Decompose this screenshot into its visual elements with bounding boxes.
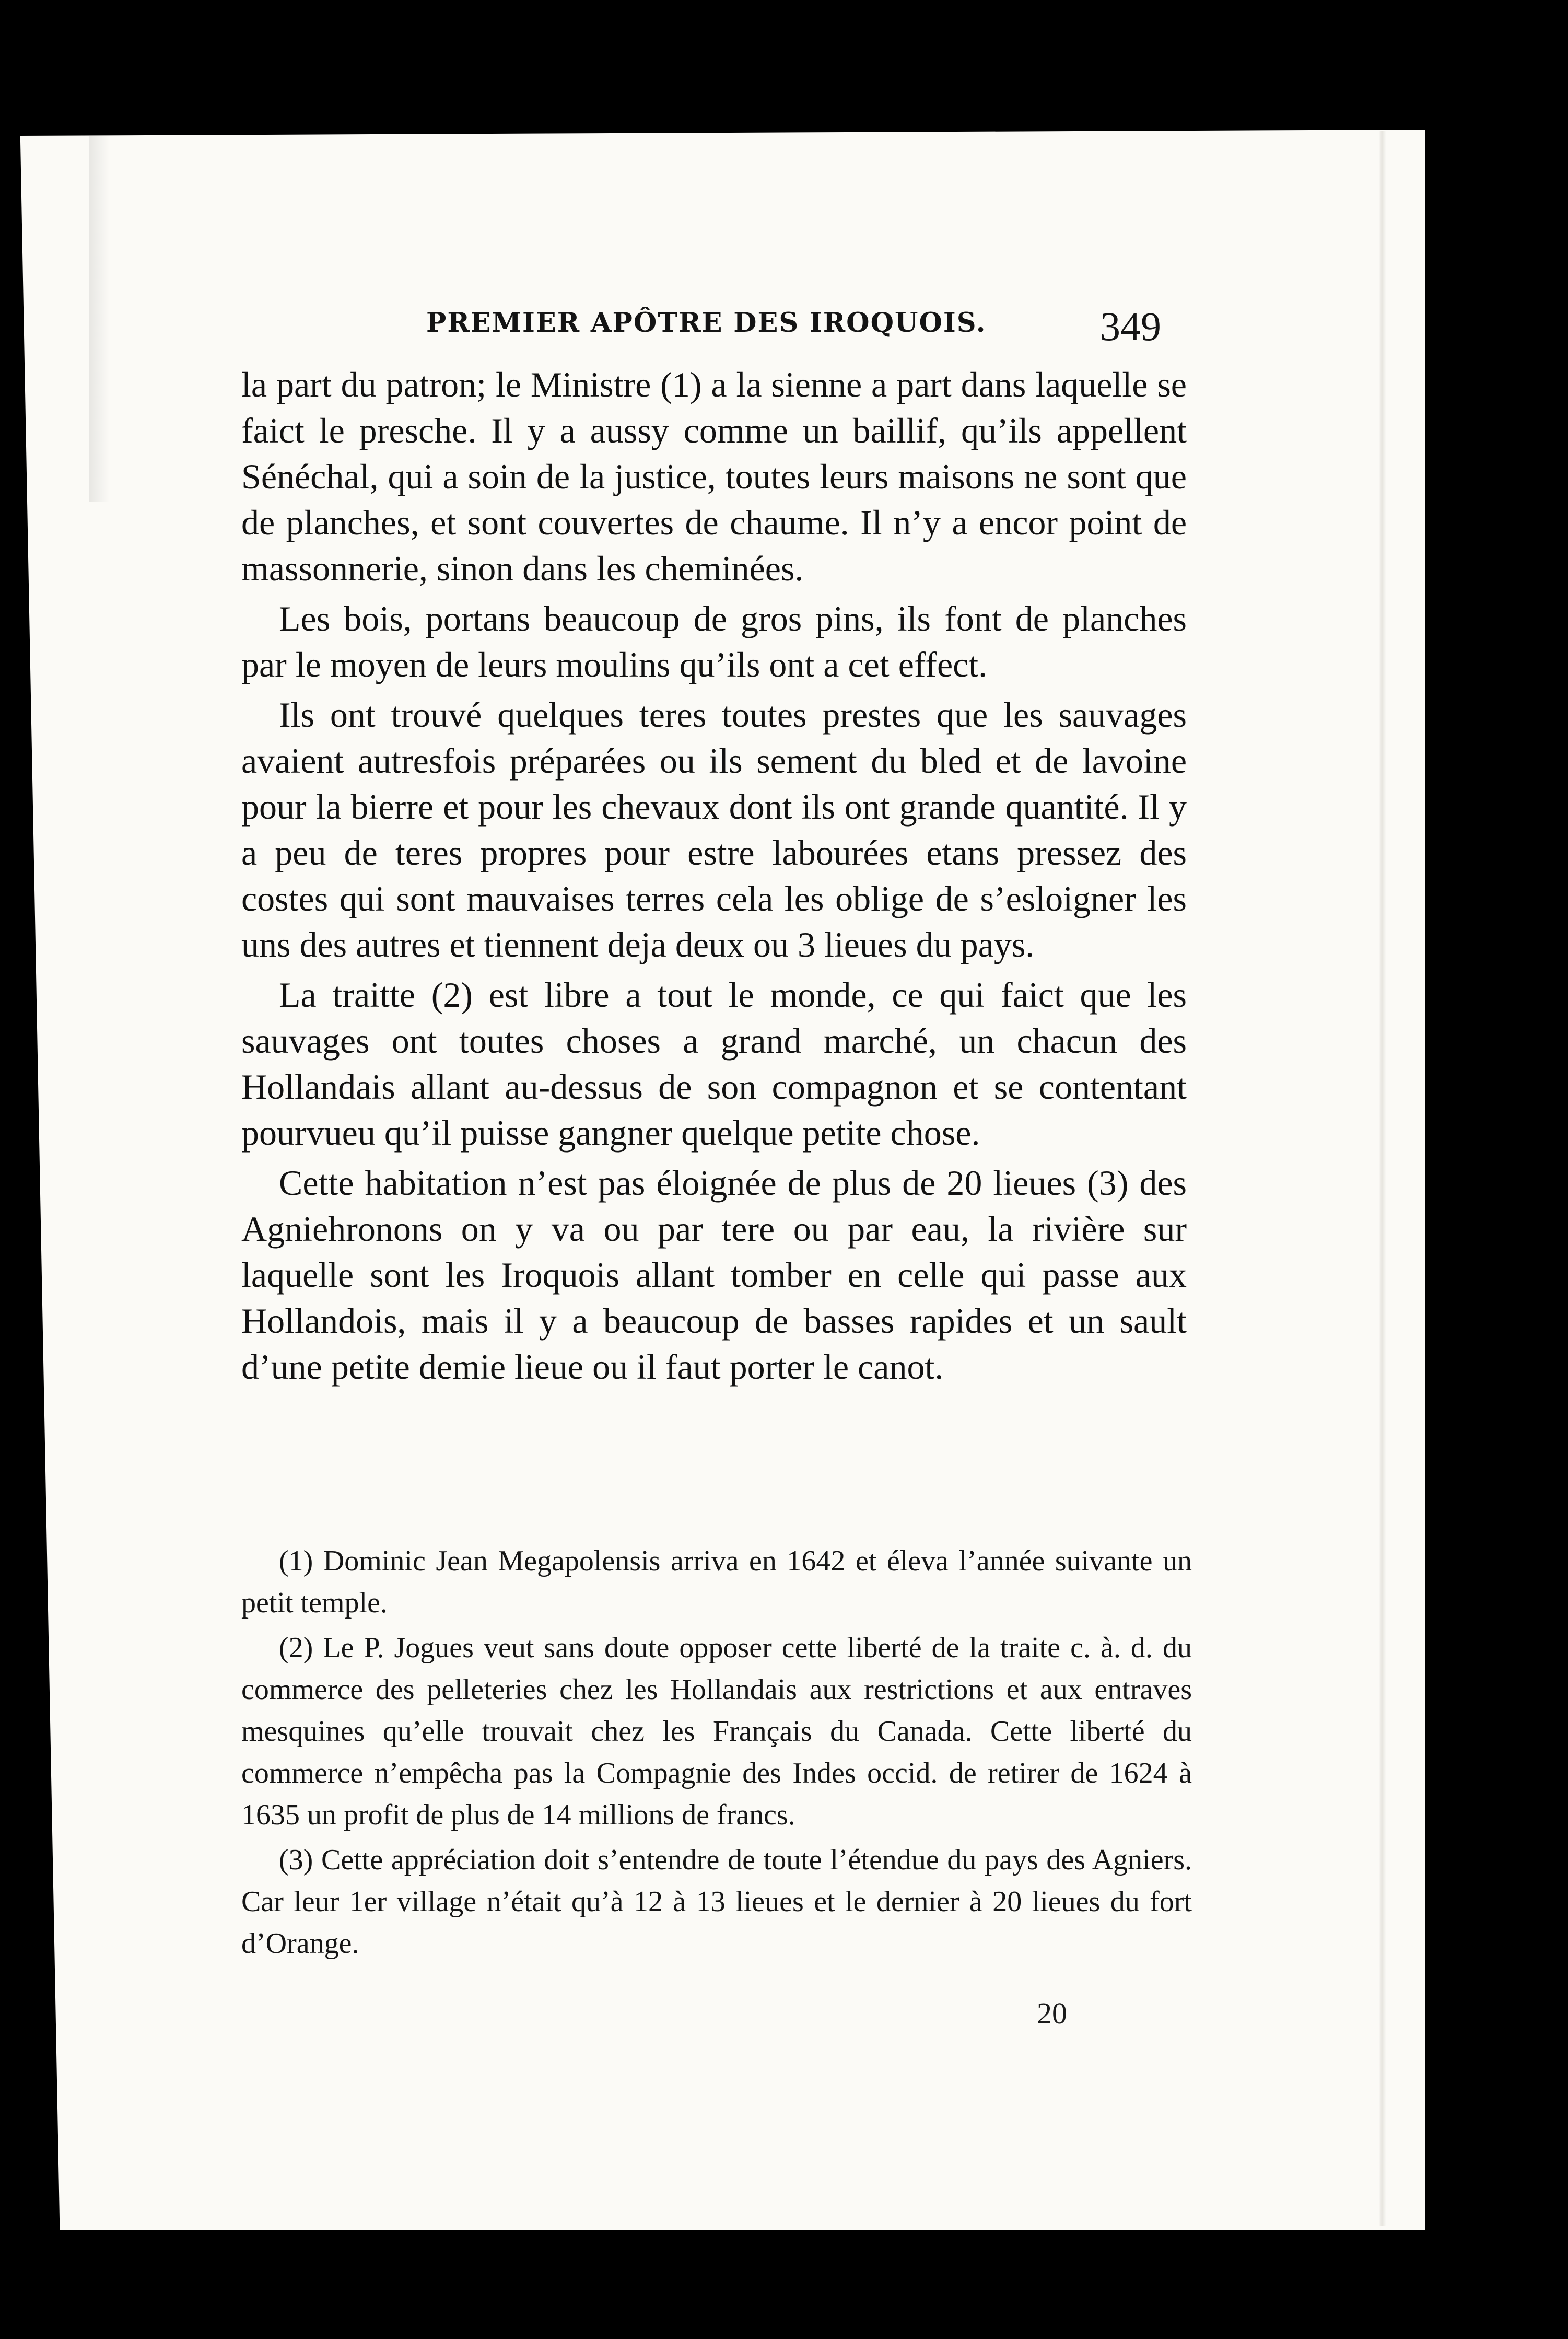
body-text [241, 362, 1187, 1394]
page-edge [1379, 131, 1386, 2226]
signature-mark: 20 [1037, 1996, 1067, 2030]
footnote: (3) Cette appréciation doit s’entendre de toute l’étendue du pays des Agniers. Car leur 1er village n’était qu’à 12 à 13 lieues et le dernier à 20 lieues du fort d’Orange. [241, 1844, 1192, 1960]
spine-shadow [89, 136, 110, 502]
footnotes [241, 1540, 1192, 1968]
footnote: (2) Le P. Jogues veut sans doute opposer cette liberté de la traite c. à. d. du commerce des pelleteries chez les Hollandais aux restrictions et aux entraves mesquines qu’elle trouvait chez les Français du Canada. Cette liberté du commerce n’empêcha pas la Compagnie des Indes occid. de retirer de 1624 à 1635 un profit de plus de 14 millions de francs. [241, 1632, 1192, 1831]
paragraph: la part du patron; le Ministre (1) a la sienne a part dans laquelle se faict le presche. Il y a aussy comme un baillif, qu’ils appellent Sénéchal, qui a soin de la justice, toutes leurs maisons ne sont que de planches, et sont couvertes de chaume. Il n’y a encor point de massonnerie, sinon dans les cheminées. [241, 365, 1187, 588]
paragraph: Cette habitation n’est pas éloignée de plus de 20 lieues (3) des Agniehronons on y va ou par tere ou par eau, la rivière sur laquelle sont les Iroquois allant tomber en celle qui passe aux Hollandois, mais il y a beaucoup de basses rapides et un sault d’une petite demie lieue ou il faut porter le canot. [241, 1163, 1187, 1387]
footnote: (1) Dominic Jean Megapolensis arriva en 1642 et éleva l’année suivante un petit temple. [241, 1545, 1192, 1619]
paragraph: Ils ont trouvé quelques teres toutes prestes que les sauvages avaient autresfois préparées ou ils sement du bled et de lavoine pour la bierre et pour les chevaux dont ils ont grande quantité. Il y a peu de teres propres pour estre labourées etans pressez des costes qui sont mauvaises terres cela les oblige de s’esloigner les uns des autres et tiennent deja deux ou 3 lieues du pays. [241, 695, 1187, 964]
running-title: PREMIER APÔTRE DES IROQUOIS. [426, 307, 987, 339]
paragraph: Les bois, portans beaucoup de gros pins, ils font de planches par le moyen de leurs moulins qu’ils ont a cet effect. [241, 599, 1187, 684]
paragraph: La traitte (2) est libre a tout le monde, ce qui faict que les sauvages ont toutes choses a grand marché, un chacun des Hollandais allant au-dessus de son compagnon et se contentant pourvueu qu’il puisse gangner quelque petite chose. [241, 975, 1187, 1153]
page-number: 349 [1100, 304, 1161, 349]
running-head [426, 303, 1241, 350]
